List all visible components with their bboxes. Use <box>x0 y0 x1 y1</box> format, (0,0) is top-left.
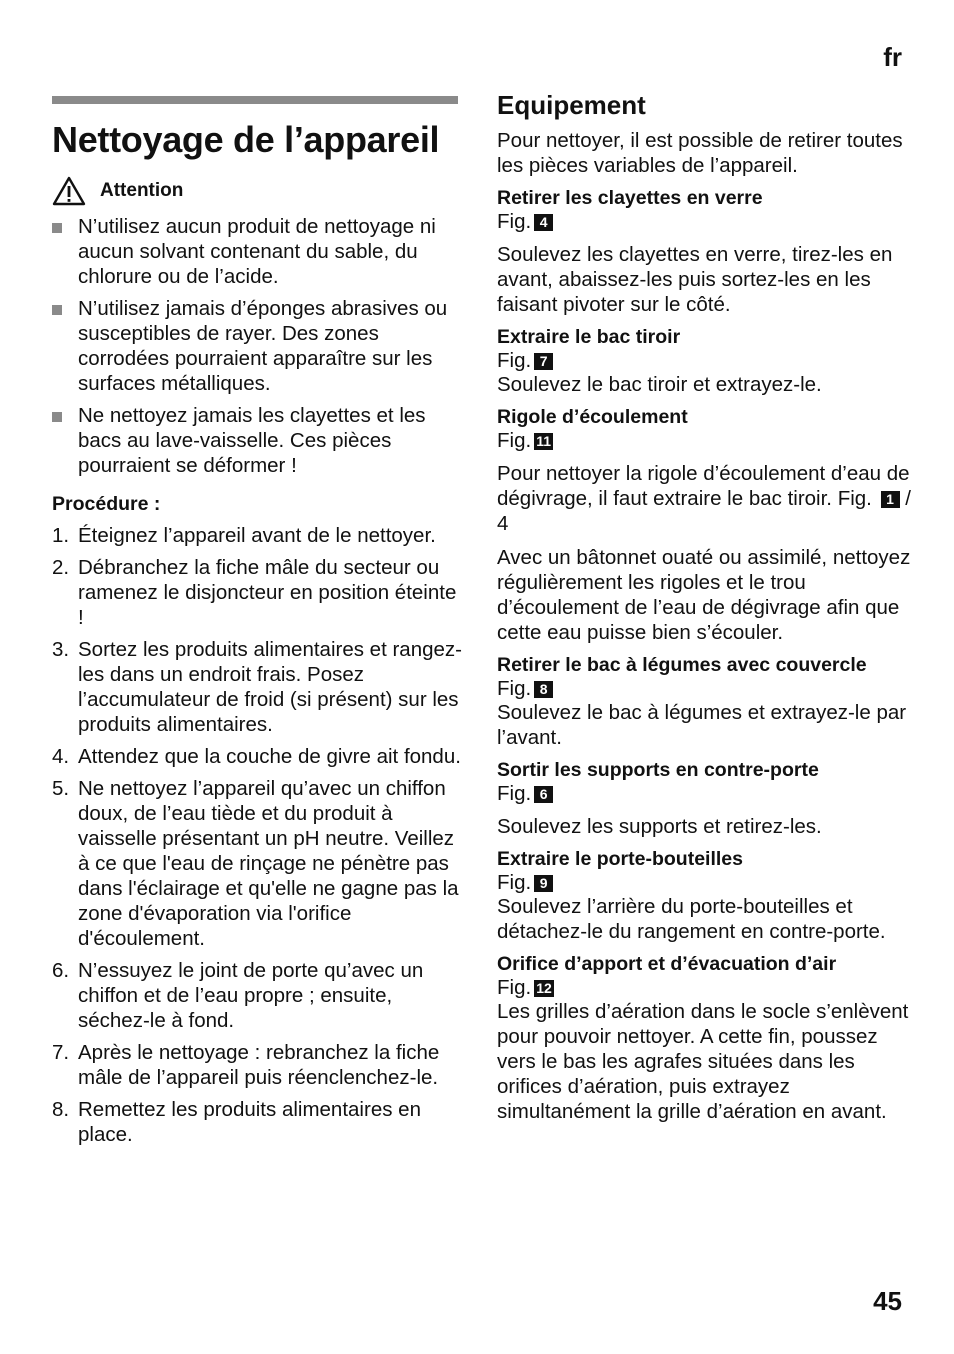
figure-number-badge: 12 <box>536 980 552 996</box>
section-title: Retirer le bac à légumes avec couvercle <box>497 654 867 676</box>
step-item <box>52 744 462 769</box>
figure-number-badge: 1 <box>881 491 900 508</box>
section-text-part: / 4 <box>497 487 911 535</box>
step-number: 8. <box>52 1098 70 1121</box>
figure-ref <box>497 782 912 805</box>
warning-list <box>52 214 462 478</box>
left-column <box>52 96 462 1154</box>
step-number: 3. <box>52 638 70 661</box>
step-number: 6. <box>52 959 70 982</box>
fig-label: Fig. <box>497 677 532 700</box>
equipment-section <box>497 326 912 397</box>
section-title: Retirer les clayettes en verre <box>497 187 763 209</box>
step-text: Sortez les produits alimentaires et rangez-les dans un endroit frais. Posez l’accumulateur de froid (si présent) sur les produits alimentaires. <box>78 638 462 736</box>
section-heading: Equipement <box>497 90 646 120</box>
section-title: Orifice d’apport et d’évacuation d’air <box>497 953 837 975</box>
step-number: 4. <box>52 745 70 768</box>
figure-ref <box>497 210 912 233</box>
section-title: Extraire le porte-bouteilles <box>497 848 743 870</box>
intro-text: Pour nettoyer, il est possible de retirer toutes les pièces variables de l’appareil. <box>497 129 903 177</box>
step-number: 1. <box>52 524 70 547</box>
figure-ref <box>497 429 912 452</box>
step-number: 5. <box>52 777 70 800</box>
attention-label: Attention <box>100 180 184 201</box>
equipment-section <box>497 187 912 317</box>
step-text: Après le nettoyage : rebranchez la fiche mâle de l’appareil puis réenclenchez-le. <box>78 1041 440 1089</box>
equipment-section <box>497 654 912 750</box>
step-item <box>52 637 462 737</box>
section-text: Les grilles d’aération dans le socle s’enlèvent pour pouvoir nettoyer. A cette fin, poussez vers le bas les agrafes situées dans les orifices d’aération, puis extrayez simultanément la grille d’aération en avant. <box>497 1000 909 1123</box>
list-item <box>52 214 462 289</box>
step-text: Éteignez l’appareil avant de le nettoyer. <box>78 524 436 547</box>
section-title: Extraire le bac tiroir <box>497 326 681 348</box>
step-item <box>52 1040 462 1090</box>
bullet-text: N’utilisez jamais d’éponges abrasives ou susceptibles de rayer. Des zones corrodées pourraient apparaître sur les surfaces métalliques. <box>78 297 448 395</box>
bullet-square-icon <box>52 305 62 315</box>
step-text: Remettez les produits alimentaires en place. <box>78 1098 421 1146</box>
section-text-part: Pour nettoyer la rigole d’écoulement d’eau de dégivrage, il faut extraire le bac tiroir. Fig. <box>497 462 910 510</box>
section-text: Soulevez les clayettes en verre, tirez-les en avant, abaissez-les puis sortez-les en les faisant pivoter sur le côté. <box>497 243 893 316</box>
procedure-label: Procédure : <box>52 493 161 515</box>
fig-label: Fig. <box>497 871 532 894</box>
step-text: Débranchez la fiche mâle du secteur ou ramenez le disjoncteur en position éteinte ! <box>78 556 457 629</box>
attention-block <box>52 176 462 206</box>
step-text: Ne nettoyez l’appareil qu’avec un chiffon doux, de l’eau tiède et du produit à vaisselle présentant un pH neutre. Veillez à ce que l'eau de rinçage ne pénètre pas dans l'éclairage et qu'elle ne gagne pas la zone d'évaporation via l'orifice d'écoulement. <box>78 777 459 950</box>
section-text: Soulevez le bac à légumes et extrayez-le par l’avant. <box>497 701 907 749</box>
fig-label: Fig. <box>497 782 532 805</box>
figure-number-badge: 7 <box>534 353 553 370</box>
equipment-section <box>497 953 912 1124</box>
figure-ref <box>497 677 912 700</box>
fig-label: Fig. <box>497 976 532 999</box>
step-text: N’essuyez le joint de porte qu’avec un chiffon et de l’eau propre ; ensuite, séchez-le à fond. <box>78 959 424 1032</box>
figure-ref <box>497 976 912 999</box>
step-item <box>52 555 462 630</box>
figure-number-badge: 6 <box>534 786 553 803</box>
page-number: 45 <box>873 1286 902 1316</box>
fig-label: Fig. <box>497 210 532 233</box>
fig-label: Fig. <box>497 349 532 372</box>
section-text: Soulevez les supports et retirez-les. <box>497 815 822 838</box>
section-text: Avec un bâtonnet ouaté ou assimilé, nettoyez régulièrement les rigoles et le trou d’écoulement de l’eau de dégivrage afin que cette eau puisse bien s’écouler. <box>497 546 911 644</box>
bullet-text: Ne nettoyez jamais les clayettes et les bacs au lave-vaisselle. Ces pièces pourraient se déformer ! <box>78 404 426 477</box>
step-number: 7. <box>52 1041 70 1064</box>
equipment-section <box>497 406 912 645</box>
step-item <box>52 776 462 951</box>
step-text: Attendez que la couche de givre ait fondu. <box>78 745 461 768</box>
list-item <box>52 296 462 396</box>
figure-number-badge: 8 <box>534 681 553 698</box>
language-code: fr <box>883 42 902 72</box>
figure-number-badge: 11 <box>534 433 553 450</box>
step-number: 2. <box>52 556 70 579</box>
bullet-square-icon <box>52 412 62 422</box>
section-title: Sortir les supports en contre-porte <box>497 759 819 781</box>
right-column <box>497 88 912 1124</box>
section-text <box>497 461 912 536</box>
figure-ref <box>497 871 912 894</box>
section-title: Rigole d’écoulement <box>497 406 688 428</box>
figure-ref <box>497 349 912 372</box>
equipment-section <box>497 848 912 944</box>
section-text: Soulevez le bac tiroir et extrayez-le. <box>497 373 822 396</box>
bullet-square-icon <box>52 223 62 233</box>
list-item <box>52 403 462 478</box>
section-text: Soulevez l’arrière du porte-bouteilles et détachez-le du rangement en contre-porte. <box>497 895 886 943</box>
step-item <box>52 1097 462 1147</box>
figure-number-badge: 4 <box>534 214 553 231</box>
step-item <box>52 523 462 548</box>
title-rule <box>52 96 458 104</box>
bullet-text: N’utilisez aucun produit de nettoyage ni aucun solvant contenant du sable, du chlorure ou de l’acide. <box>78 215 436 288</box>
fig-label: Fig. <box>497 429 532 452</box>
page-title: Nettoyage de l’appareil <box>52 119 440 160</box>
figure-number-badge: 9 <box>534 875 553 892</box>
equipment-section <box>497 759 912 839</box>
step-item <box>52 958 462 1033</box>
warning-icon <box>52 176 86 206</box>
procedure-steps <box>52 523 462 1147</box>
